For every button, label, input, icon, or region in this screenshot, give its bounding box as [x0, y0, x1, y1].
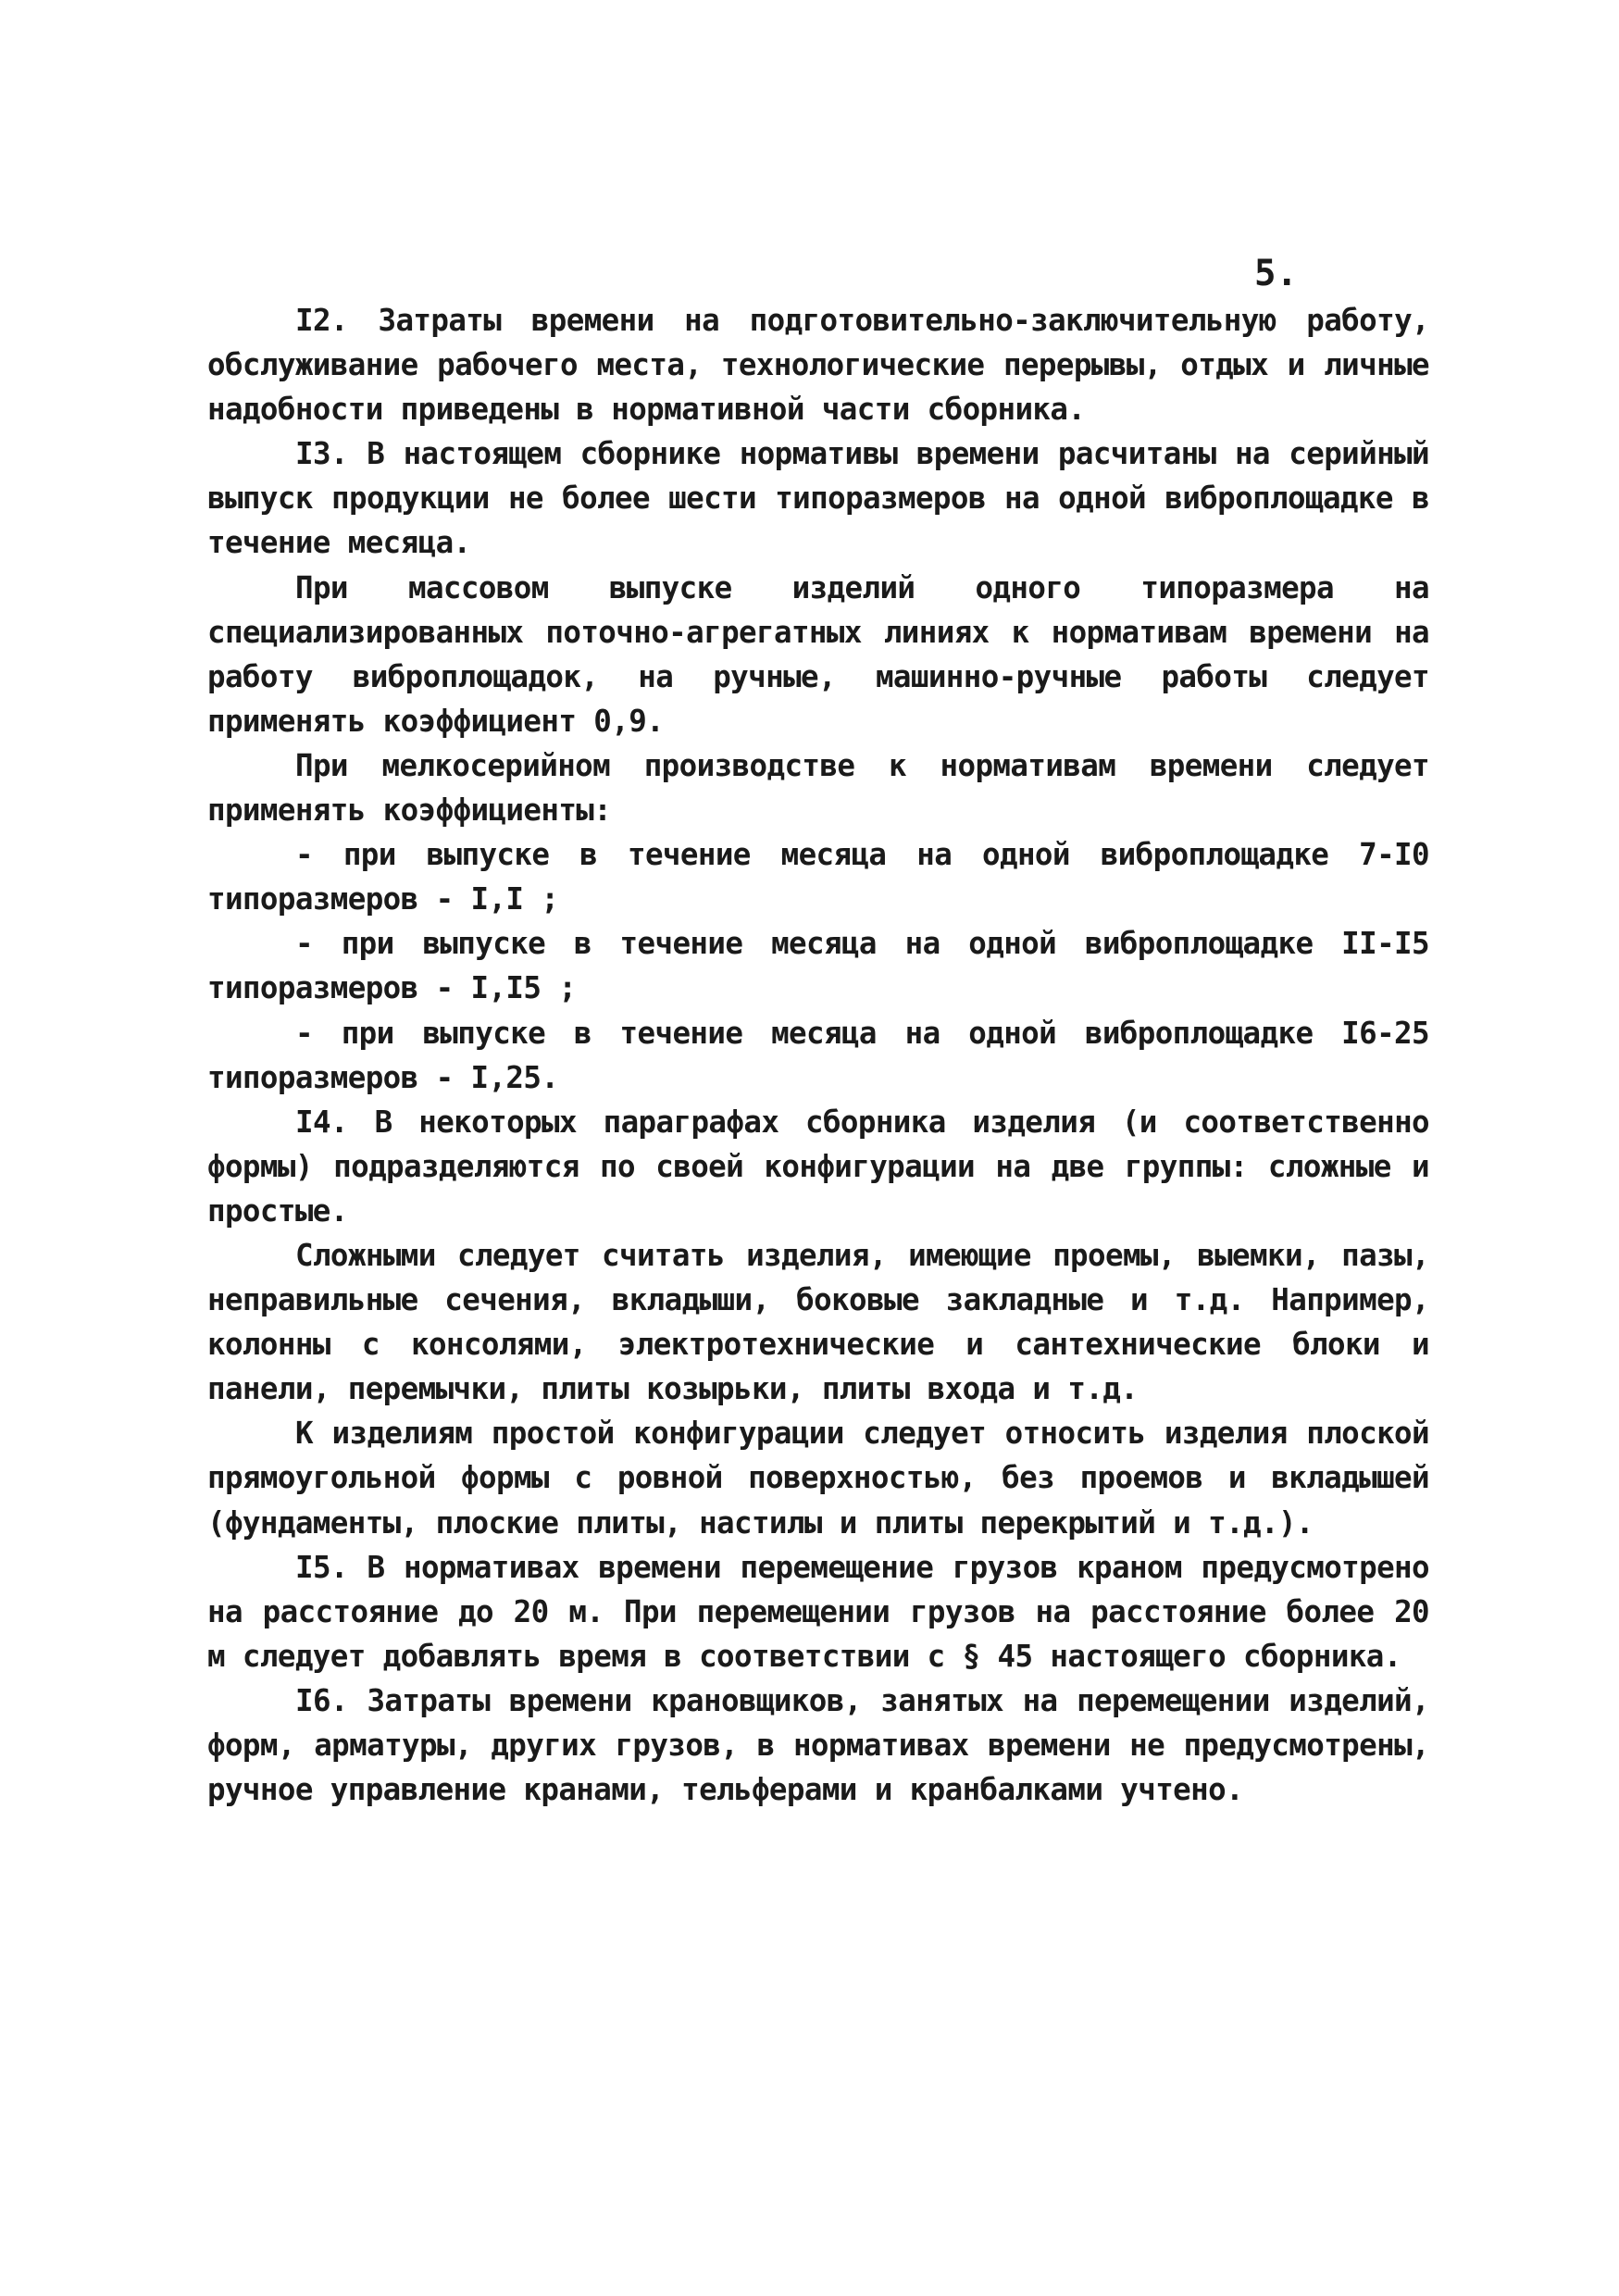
paragraph-simple-items: К изделиям простой конфигурации следует относить изделия плоской прямоугольной формы с ровной поверхностью, без проемов и вкладышей (фундаменты, плоские плиты, настилы и плиты перекрытий и т.д.).: [207, 1416, 1429, 1541]
paragraph-complex-items: Сложными следует считать изделия, имеющие проемы, выемки, пазы, неправильные сечения, вкладыши, боковые закладные и т.д. Например, колонны с консолями, электротехнические и сантехнические блоки и панели, перемычки, плиты козырьки, плиты входа и т.д.: [207, 1237, 1429, 1407]
paragraph-mass-production: При массовом выпуске изделий одного типоразмера на специализированных поточно-агрегатных линиях к нормативам времени на работу виброплощадок, на ручные, машинно-ручные работы следует применять коэффициент 0,9.: [207, 569, 1429, 739]
list-item-11-15: - при выпуске в течение месяца на одной виброплощадке II-I5 типоразмеров - I,I5 ;: [207, 926, 1429, 1006]
list-item-16-25: - при выпуске в течение месяца на одной виброплощадке I6-25 типоразмеров - I,25.: [207, 1015, 1429, 1095]
paragraph-12: I2. Затраты времени на подготовительно-заключительную работу, обслуживание рабочего места, технологические перерывы, отдых и личные надобности приведены в нормативной части сборника.: [207, 303, 1429, 428]
paragraph-15: I5. В нормативах времени перемещение грузов краном предусмотрено на расстояние до 20 м. При перемещении грузов на расстояние более 20 м следует добавлять время в соответствии с § 45 настоящего сборника.: [207, 1549, 1429, 1674]
page-number: 5.: [1254, 253, 1298, 294]
paragraph-14: I4. В некоторых параграфах сборника изделия (и соответственно формы) подразделяются по своей конфигурации на две группы: сложные и простые.: [207, 1104, 1429, 1229]
document-body: [207, 298, 1429, 1812]
paragraph-16: I6. Затраты времени крановщиков, занятых на перемещении изделий, форм, арматуры, других грузов, в нормативах времени не предусмотрены, ручное управление кранами, тельферами и кранбалками учтено.: [207, 1682, 1429, 1808]
paragraph-13: I3. В настоящем сборнике нормативы времени расчитаны на серийный выпуск продукции не более шести типоразмеров на одной виброплощадке в течение месяца.: [207, 436, 1429, 561]
list-item-7-10: - при выпуске в течение месяца на одной виброплощадке 7-I0 типоразмеров - I,I ;: [207, 837, 1429, 917]
paragraph-small-series: При мелкосерийном производстве к нормативам времени следует применять коэффициенты:: [207, 747, 1429, 829]
